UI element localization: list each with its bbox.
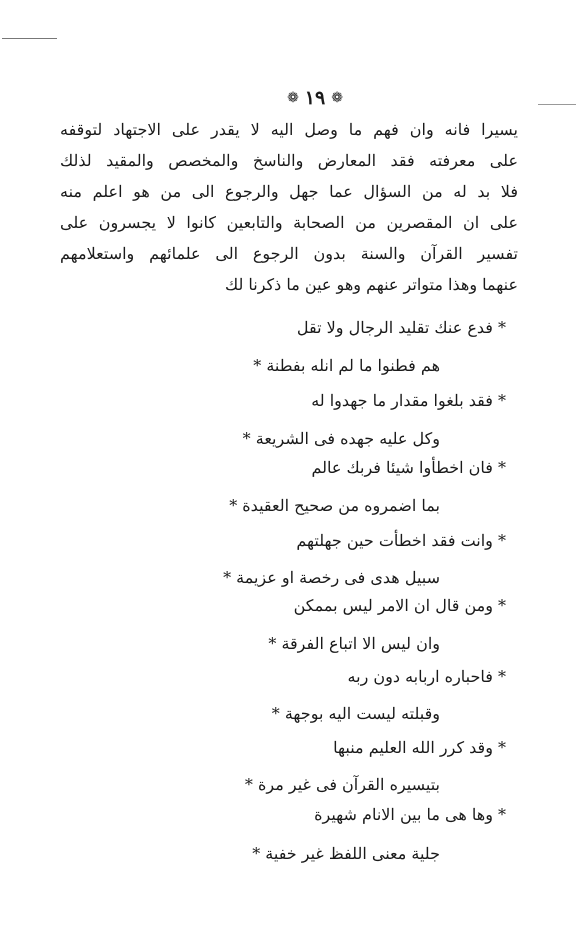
prose-line: على ان المقصرين من الصحابة والتابعين كانوا لا يجسرون على bbox=[60, 213, 518, 232]
ornament-icon: ❁ bbox=[331, 90, 343, 106]
prose-paragraph bbox=[60, 114, 518, 300]
edge-rule-right bbox=[538, 104, 576, 105]
verse-first-hemistich: * فدع عنك تقليد الرجال ولا تقل bbox=[296, 318, 506, 337]
verse-first-hemistich: * وانت فقد اخطأت حين جهلتهم bbox=[296, 531, 506, 550]
verse-second-hemistich: بتيسيره القرآن فى غير مرة * bbox=[244, 775, 440, 794]
verse-first-hemistich: * فان اخطأوا شيئا فربك عالم bbox=[311, 458, 506, 477]
prose-line: عنهما وهذا متواتر عنهم وهو عين ما ذكرنا لك bbox=[224, 275, 518, 294]
verse-second-hemistich: سبيل هدى فى رخصة او عزيمة * bbox=[223, 568, 440, 587]
verse-second-hemistich: هم فطنوا ما لم انله بفطنة * bbox=[253, 356, 440, 375]
verse-first-hemistich: * فاحباره اربابه دون ربه bbox=[347, 667, 506, 686]
prose-line: تفسير القرآن والسنة بدون الرجوع الى علمائهم واستعلامهم bbox=[60, 244, 518, 263]
ornament-icon: ❁ bbox=[287, 90, 299, 106]
verse-first-hemistich: * وها هى ما بين الانام شهيرة bbox=[314, 805, 506, 824]
prose-line: فلا بد له من السؤال عما جهل والرجوع الى من هو اعلم منه bbox=[60, 182, 518, 201]
verse-second-hemistich: بما اضمروه من صحيح العقيدة * bbox=[229, 496, 440, 515]
edge-rule-left bbox=[2, 38, 57, 39]
prose-line: يسيرا فانه وان فهم ما وصل اليه لا يقدر على الاجتهاد لتوقفه bbox=[60, 120, 518, 139]
verse-second-hemistich: جلية معنى اللفظ غير خفية * bbox=[252, 844, 440, 863]
page-number-header bbox=[270, 86, 360, 110]
verse-first-hemistich: * وقد كرر الله العليم منبها bbox=[333, 738, 506, 757]
prose-line: على معرفته فقد المعارض والناسخ والمخصص والمقيد لذلك bbox=[60, 151, 518, 170]
verse-second-hemistich: وكل عليه جهده فى الشريعة * bbox=[242, 429, 440, 448]
page-number: ١٩ bbox=[304, 87, 326, 109]
verse-second-hemistich: وان ليس الا اتباع الفرقة * bbox=[268, 634, 440, 653]
verse-first-hemistich: * ومن قال ان الامر ليس بممكن bbox=[293, 596, 506, 615]
verse-first-hemistich: * فقد بلغوا مقدار ما جهدوا له bbox=[311, 391, 506, 410]
verse-second-hemistich: وقبلته ليست اليه بوجهة * bbox=[271, 704, 440, 723]
